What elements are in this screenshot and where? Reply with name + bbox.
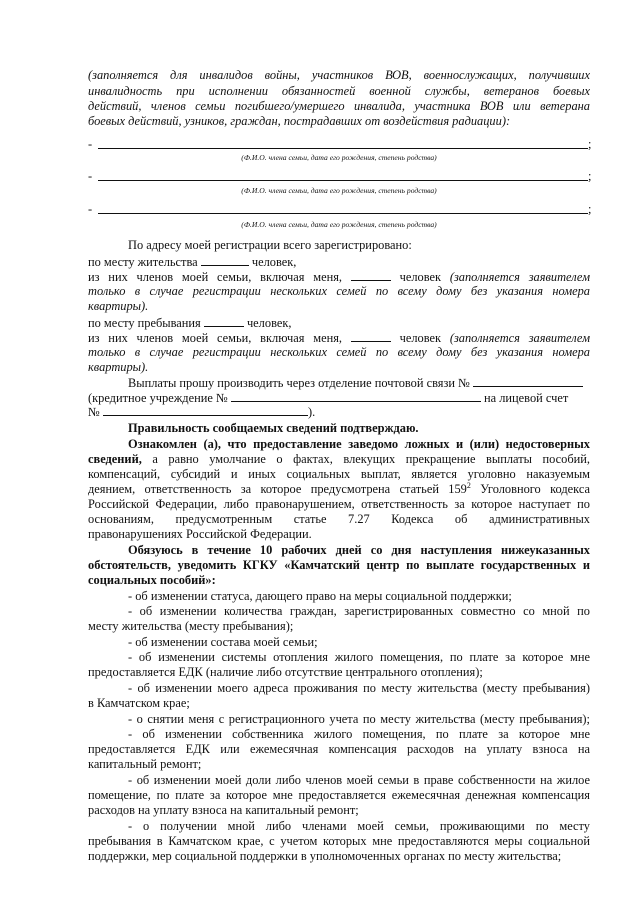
members-note: (заполняется заявителем (449, 270, 590, 284)
members-note: (заполняется заявителем (449, 331, 590, 345)
obligation-line: обстоятельств, уведомить КГКУ «Камчатский центр по выплате государственных и (88, 558, 590, 572)
obligation-item-cont: поддержки, мер социальной поддержки в уполномоченных органах по месту жительства; (88, 849, 562, 863)
obligation-item: - об изменении моего адреса проживания по месту жительства (месту пребывания) (128, 681, 590, 695)
acknowledge-line: основаниям, предусмотренным статье 7.27 Кодекса об административных (88, 512, 590, 526)
acknowledge-line (88, 482, 590, 497)
obligation-item-cont: в Камчатском крае; (88, 696, 190, 710)
members-suffix: человек (399, 270, 442, 284)
family-member-line[interactable] (98, 180, 588, 181)
stay-members-field[interactable] (351, 330, 391, 342)
stay-note-line: квартиры). (88, 360, 149, 374)
members-prefix: из них членов моей семьи, включая меня, (88, 331, 343, 345)
stay-prefix: по месту пребывания (88, 316, 201, 330)
residence-suffix: человек, (251, 255, 297, 269)
obligation-line: социальных пособий»: (88, 573, 216, 587)
members-prefix: из них членов моей семьи, включая меня, (88, 270, 343, 284)
dash-mark: - (88, 169, 93, 183)
account-number-sign: № (88, 405, 100, 419)
family-member-caption: (Ф.И.О. члена семьи, дата его рождения, степень родства) (241, 220, 437, 229)
stay-members-line (88, 330, 590, 346)
obligation-item: - о получении мной либо членами моей семьи, проживающими по месту (128, 819, 590, 833)
account-number-field[interactable] (103, 404, 308, 416)
stay-note-line: только в случае регистрации нескольких семей по всему дому без указания номера (88, 345, 590, 359)
obligation-item: - об изменении системы отопления жилого помещения, по плате за которое мне (128, 650, 590, 664)
account-number-close: ). (307, 405, 316, 419)
semicolon-mark: ; (588, 202, 592, 216)
obligation-item: - об изменении собственника жилого помещения, по плате за которое мне (128, 727, 590, 741)
residence-note-line: квартиры). (88, 299, 149, 313)
dash-mark: - (88, 202, 93, 216)
obligation-item-cont: расходов на уплату взноса на капитальный ремонт; (88, 803, 359, 817)
family-member-line[interactable] (98, 213, 588, 214)
members-suffix: человек (399, 331, 442, 345)
obligation-item-cont: капитальный ремонт; (88, 757, 202, 771)
credit-institution-field[interactable] (231, 390, 481, 402)
intro-line: (заполняется для инвалидов войны, участников ВОВ, военнослужащих, получивших (88, 68, 590, 82)
obligation-line: Обязуюсь в течение 10 рабочих дней со дня наступления нижеуказанных (128, 543, 590, 557)
obligation-item: - об изменении количества граждан, зарегистрированных совместно со мной по (128, 604, 590, 618)
obligation-item-cont: месту жительства (месту пребывания); (88, 619, 294, 633)
obligation-item-cont: предоставляется ЕДК (наличие либо отсутствие центрального отопления); (88, 665, 483, 679)
acknowledge-text: деянием, ответственность за которое предусмотрена статьей 159 (88, 482, 467, 496)
account-label: на лицевой счет (484, 391, 569, 405)
post-office-number-field[interactable] (473, 375, 583, 387)
intro-line: инвалидность при исполнении обязанностей военной службы, ветеранов боевых (88, 84, 590, 98)
semicolon-mark: ; (588, 137, 592, 151)
obligation-item-cont: пребывания в Камчатском крае, с учетом которых мне предоставляются меры социальной (88, 834, 590, 848)
acknowledge-line (88, 452, 590, 467)
payment-line (88, 404, 590, 420)
family-member-caption: (Ф.И.О. члена семьи, дата его рождения, степень родства) (241, 186, 437, 195)
residence-note-line: только в случае регистрации нескольких семей по всему дому без указания номера (88, 284, 590, 298)
residence-members-line (88, 269, 590, 285)
registration-heading: По адресу моей регистрации всего зарегистрировано: (128, 238, 412, 252)
family-member-caption: (Ф.И.О. члена семьи, дата его рождения, степень родства) (241, 153, 437, 162)
acknowledge-text: Уголовного кодекса (470, 482, 590, 496)
obligation-item: - об изменении состава моей семьи; (128, 635, 318, 649)
obligation-item: - об изменении моей доли либо членов моей семьи в праве собственности на жилое (128, 773, 590, 787)
article-superscript: 2 (466, 482, 471, 490)
payment-post-label: Выплаты прошу производить через отделение почтовой связи № (128, 376, 470, 390)
dash-mark: - (88, 137, 93, 151)
acknowledge-line: Российской Федерации, либо правонарушением, ответственность за которое наступает по (88, 497, 590, 511)
payment-line (128, 375, 590, 391)
stay-suffix: человек, (246, 316, 292, 330)
acknowledge-line: компенсаций, субсидий и иных социальных выплат, является уголовно наказуемым (88, 467, 590, 481)
stay-count-field[interactable] (204, 315, 244, 327)
obligation-item: - об изменении статуса, дающего право на меры социальной поддержки; (128, 589, 512, 603)
acknowledge-text: а равно умолчание о фактах, влекущих прекращение выплаты пособий, (141, 452, 590, 466)
intro-line: действий, членов семьи погибшего/умершего инвалида, участника ВОВ или ветерана (88, 99, 590, 113)
obligation-item-cont: помещение, по плате за которое мне предоставляется ежемесячная денежная компенсация (88, 788, 590, 802)
residence-prefix: по месту жительства (88, 255, 198, 269)
residence-count-field[interactable] (201, 254, 249, 266)
residence-members-field[interactable] (351, 269, 391, 281)
confirmation-statement: Правильность сообщаемых сведений подтверждаю. (128, 421, 419, 435)
obligation-item: - о снятии меня с регистрационного учета по месту жительства (месту пребывания); (128, 712, 590, 726)
acknowledge-bold: сведений, (88, 452, 142, 466)
residence-count-line (88, 254, 590, 270)
acknowledge-line: Ознакомлен (а), что предоставление заведомо ложных и (или) недостоверных (128, 437, 590, 451)
obligation-item-cont: предоставляется ЕДК или ежемесячная компенсация расходов на уплату взноса на (88, 742, 590, 756)
acknowledge-line: правонарушениях Российской Федерации. (88, 527, 312, 541)
semicolon-mark: ; (588, 169, 592, 183)
family-member-line[interactable] (98, 148, 588, 149)
intro-line: боевых действий, узников, граждан, пострадавших от воздействия радиации): (88, 114, 511, 128)
stay-count-line (88, 315, 590, 331)
credit-institution-label: (кредитное учреждение № (88, 391, 228, 405)
